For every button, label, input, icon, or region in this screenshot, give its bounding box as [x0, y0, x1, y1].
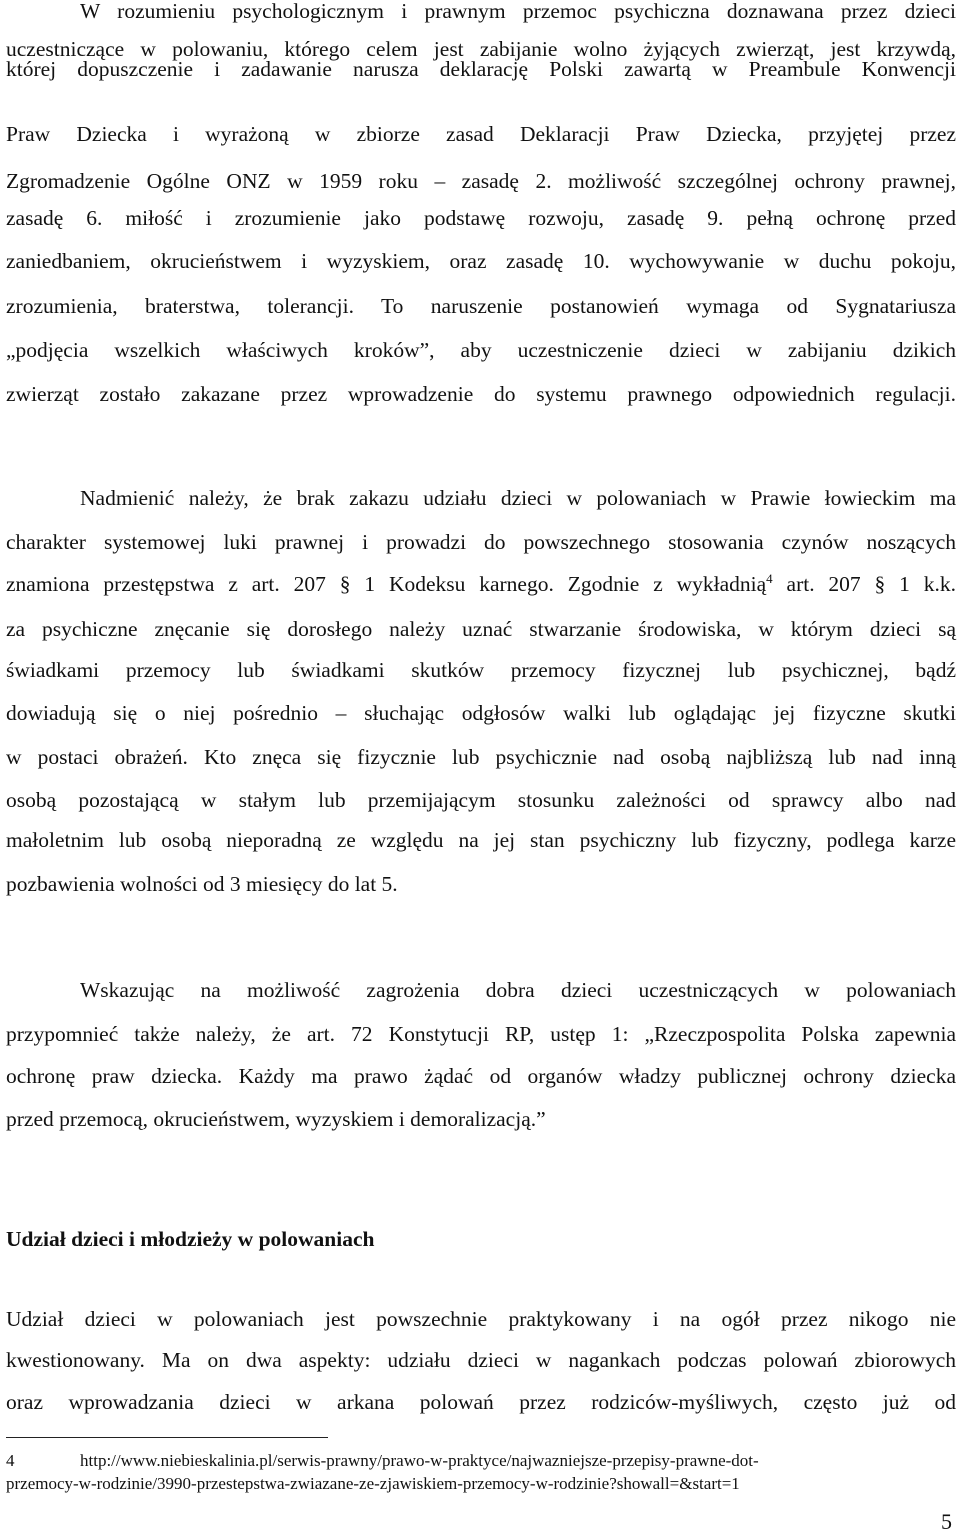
page-number: 5	[941, 1509, 952, 1534]
paragraph-1-line: Praw Dziecka i wyrażoną w zbiorze zasad Deklaracji Praw Dziecka, przyjętej przez	[6, 122, 956, 146]
paragraph-2-line	[6, 571, 956, 597]
paragraph-1-line: zaniedbaniem, okrucieństwem i wyzyskiem, oraz zasadę 10. wychowywanie w duchu pokoju,	[6, 249, 956, 273]
paragraph-4-line: Udział dzieci w polowaniach jest powszechnie praktykowany i na ogół przez nikogo nie	[6, 1307, 956, 1331]
paragraph-1-line: W rozumieniu psychologicznym i prawnym przemoc psychiczna doznawana przez dzieci	[80, 0, 956, 23]
section-heading: Udział dzieci i młodzieży w polowaniach	[6, 1227, 375, 1251]
footnote-reference: 4	[766, 570, 773, 586]
paragraph-2-line: za psychiczne znęcanie się dorosłego należy uznać stwarzanie środowiska, w którym dzieci są	[6, 617, 956, 641]
footnote-url-continuation[interactable]: przemocy-w-rodzinie/3990-przestepstwa-zwiazane-ze-zjawiskiem-przemocy-w-rodzinie?showall=&start=1	[6, 1474, 740, 1493]
paragraph-1-line: zasadę 6. miłość i zrozumienie jako podstawę rozwoju, zasadę 9. pełną ochronę przed	[6, 206, 956, 230]
paragraph-3-line: Wskazując na możliwość zagrożenia dobra dzieci uczestniczących w polowaniach	[80, 978, 956, 1002]
paragraph-2-line: świadkami przemocy lub świadkami skutków przemocy fizycznej lub psychicznej, bądź	[6, 658, 956, 682]
paragraph-2-text: znamiona przestępstwa z art. 207 § 1 Kodeksu karnego. Zgodnie z wykładnią	[6, 572, 767, 596]
paragraph-2-line: dowiadują się o niej pośrednio – słuchając odgłosów walki lub oglądając jej fizyczne skutki	[6, 701, 956, 725]
paragraph-2-line: osobą pozostającą w stałym lub przemijającym stosunku zależności od sprawcy albo nad	[6, 788, 956, 812]
paragraph-1-line: zrozumienia, braterstwa, tolerancji. To naruszenie postanowień wymaga od Sygnatariusza	[6, 294, 956, 318]
paragraph-4-line: oraz wprowadzania dzieci w arkana polowań przez rodziców-myśliwych, często już od	[6, 1390, 956, 1414]
paragraph-4-line: kwestionowany. Ma on dwa aspekty: udziału dzieci w nagankach podczas polowań zbiorowych	[6, 1348, 956, 1372]
paragraph-3-line: przed przemocą, okrucieństwem, wyzyskiem i demoralizacją.”	[6, 1107, 546, 1131]
footnote-separator	[6, 1437, 328, 1438]
paragraph-3-line: przypomnieć także należy, że art. 72 Konstytucji RP, ustęp 1: „Rzeczpospolita Polska zapewnia	[6, 1022, 956, 1046]
paragraph-2-line: pozbawienia wolności od 3 miesięcy do lat 5.	[6, 872, 398, 896]
paragraph-1-line: Zgromadzenie Ogólne ONZ w 1959 roku – zasadę 2. możliwość szczególnej ochrony prawnej,	[6, 169, 956, 193]
paragraph-2-line: w postaci obrażeń. Kto znęca się fizycznie lub psychicznie nad osobą najbliższą lub nad inną	[6, 745, 956, 769]
footnote-line	[6, 1450, 956, 1472]
paragraph-2-line: charakter systemowej luki prawnej i prowadzi do powszechnego stosowania czynów noszących	[6, 530, 956, 554]
footnote-url[interactable]: http://www.niebieskalinia.pl/serwis-prawny/prawo-w-praktyce/najwazniejsze-przepisy-prawne-dot-	[80, 1451, 759, 1470]
paragraph-1-line: której dopuszczenie i zadawanie narusza deklarację Polski zawartą w Preambule Konwencji	[6, 57, 956, 81]
paragraph-2-line: małoletnim lub osobą nieporadną ze względu na jej stan psychiczny lub fizyczny, podlega karze	[6, 828, 956, 852]
paragraph-1-line: zwierząt zostało zakazane przez wprowadzenie do systemu prawnego odpowiednich regulacji.	[6, 382, 956, 406]
paragraph-1-line: „podjęcia wszelkich właściwych kroków”, aby uczestniczenie dzieci w zabijaniu dzikich	[6, 338, 956, 362]
paragraph-1-line: uczestniczące w polowaniu, którego celem jest zabijanie wolno żyjących zwierząt, jest krzywdą,	[6, 37, 956, 61]
paragraph-3-line: ochronę praw dziecka. Każdy ma prawo żądać od organów władzy publicznej ochrony dziecka	[6, 1064, 956, 1088]
paragraph-2-line: Nadmienić należy, że brak zakazu udziału dzieci w polowaniach w Prawie łowieckim ma	[80, 486, 956, 510]
footnote-number: 4	[6, 1451, 15, 1470]
paragraph-2-text: art. 207 § 1 k.k.	[772, 572, 956, 596]
